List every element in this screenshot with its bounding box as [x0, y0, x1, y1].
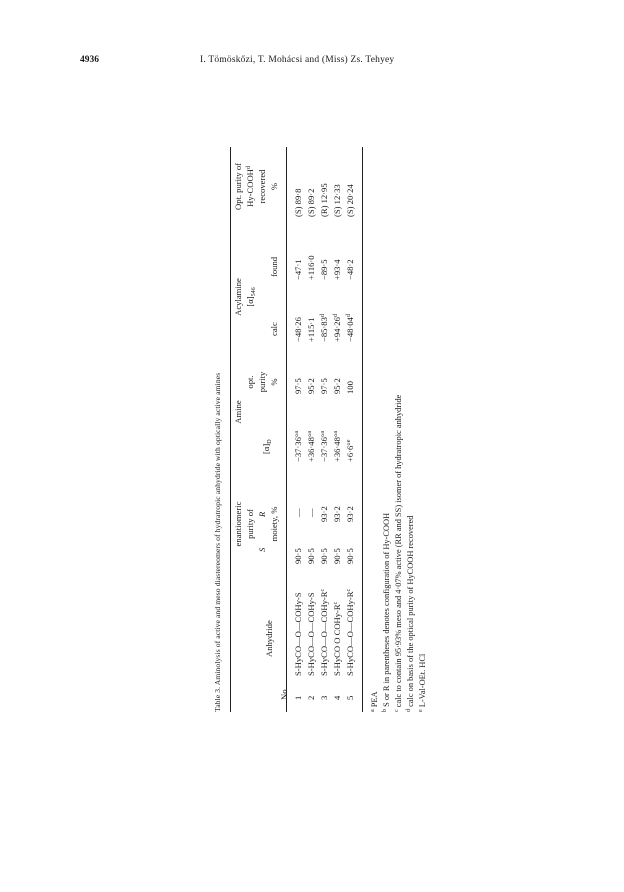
footnote: $^c$ calc to contain 95·93% meso and 4·07% active (RR and SS) isomer of hydratropic anhydride	[394, 394, 403, 712]
cell-recovered: (S) 89·2	[306, 188, 316, 217]
running-head: I. Tömöskőzi, T. Mohácsi and (Miss) Zs. Tehyey	[200, 55, 395, 65]
header-recovered-percent: %	[269, 182, 279, 191]
cell-opt-purity: 95·2	[306, 378, 316, 394]
cell-found: +116·0	[306, 255, 316, 280]
page-number: 4936	[80, 55, 99, 65]
cell-alpha-d: +36·48°$^a$	[306, 430, 316, 462]
header-no: No.	[279, 687, 289, 700]
header-enantiomeric: enantiomeric	[233, 501, 243, 547]
cell-opt-purity: 95·2	[332, 378, 342, 394]
header-amine-percent: %	[269, 378, 279, 386]
cell-no: 2	[306, 695, 316, 700]
header-amine: Amine	[233, 400, 243, 424]
cell-s: 90·5	[345, 548, 355, 564]
header-opt-purity-of: Opt. purity of	[233, 162, 243, 211]
cell-calc: $-85\cdot 83^d$	[319, 314, 329, 342]
cell-recovered: (S) 20·24	[345, 184, 355, 217]
cell-no: 1	[293, 695, 303, 700]
cell-recovered: (S) 12·33	[332, 184, 342, 217]
cell-found: −48·2	[345, 259, 355, 280]
cell-no: 4	[332, 695, 342, 700]
cell-found: +93·4	[332, 259, 342, 280]
footnote: $^e$ L-Val-OEt. HCl	[418, 653, 427, 712]
cell-opt-purity: 97·5	[319, 378, 329, 394]
footnote: $^a$ PEA	[370, 691, 379, 712]
cell-r: —	[293, 508, 303, 517]
cell-anhydride: $S-HyCO—O—COHy-R^c$	[319, 588, 329, 676]
cell-anhydride: S-HyCO—O—COHy-S	[293, 592, 303, 676]
cell-anhydride: S-HyCO—O—COHy-S	[306, 592, 316, 676]
cell-alpha-d: +6·6°$^e$	[345, 439, 355, 462]
cell-r: 93·2	[332, 506, 342, 522]
cell-alpha-d: +36·48°$^a$	[332, 430, 342, 462]
rotated-table-block	[210, 147, 460, 712]
cell-opt-purity: 100	[345, 381, 355, 394]
cell-calc: $+94\cdot 26^d$	[332, 314, 342, 342]
cell-calc: $-48\cdot 04^d$	[345, 314, 355, 342]
footnote: $^b$ S or R in parentheses denotes configuration of Hy-COOH	[382, 512, 391, 712]
header-moiety: moiety, %	[269, 506, 279, 542]
header-alpha-d: $[\alpha]_D$	[261, 439, 273, 454]
cell-no: 3	[319, 695, 329, 700]
cell-s: 90·5	[293, 548, 303, 564]
cell-recovered: (R) 12·95	[319, 183, 329, 217]
cell-r: —	[306, 508, 316, 517]
cell-calc: −48·26	[293, 317, 303, 342]
header-purity: purity	[257, 371, 267, 393]
header-r: R	[257, 511, 267, 517]
header-purity-of: purity of	[245, 509, 255, 539]
header-hy-cooh: Hy-COOH$^d$	[245, 166, 255, 207]
header-s: S	[257, 547, 267, 552]
cell-r: 93·2	[345, 506, 355, 522]
header-rule	[286, 147, 287, 712]
cell-s: 90·5	[332, 548, 342, 564]
cell-anhydride: S-HyCO O COHy-$R^c$	[332, 601, 342, 676]
cell-found: −89·5	[319, 259, 329, 280]
header-anhydride: Anhydride	[264, 620, 274, 657]
cell-s: 90·5	[319, 548, 329, 564]
cell-r: 93·2	[319, 506, 329, 522]
header-opt: opt.	[245, 375, 255, 389]
bottom-rule	[362, 147, 363, 712]
top-rule	[230, 147, 231, 712]
cell-opt-purity: 97·5	[293, 378, 303, 394]
cell-calc: +115·1	[306, 317, 316, 342]
header-alpha-546: $[\alpha]_{546}$	[245, 287, 257, 307]
footnote: $^d$ calc on basis of the optical purity of HyCOOH recovered	[406, 515, 415, 712]
cell-alpha-d: −37·36°$^a$	[319, 430, 329, 462]
cell-recovered: (S) 89·8	[293, 188, 303, 217]
cell-no: 5	[345, 695, 355, 700]
header-recovered: recovered	[257, 169, 267, 204]
header-found: found	[269, 256, 279, 277]
header-acylamine: Acylamine	[233, 278, 243, 316]
cell-found: −47·1	[293, 259, 303, 280]
header-calc: calc	[269, 322, 279, 336]
cell-anhydride: $S-HyCO—O—COHy-R^c$	[345, 588, 355, 676]
table-caption: Table 3. Aminolysis of active and meso diastereomers of hydratropic anhydride with optically active amines	[213, 372, 222, 712]
cell-alpha-d: −37·36°$^a$	[293, 430, 303, 462]
cell-s: 90·5	[306, 548, 316, 564]
